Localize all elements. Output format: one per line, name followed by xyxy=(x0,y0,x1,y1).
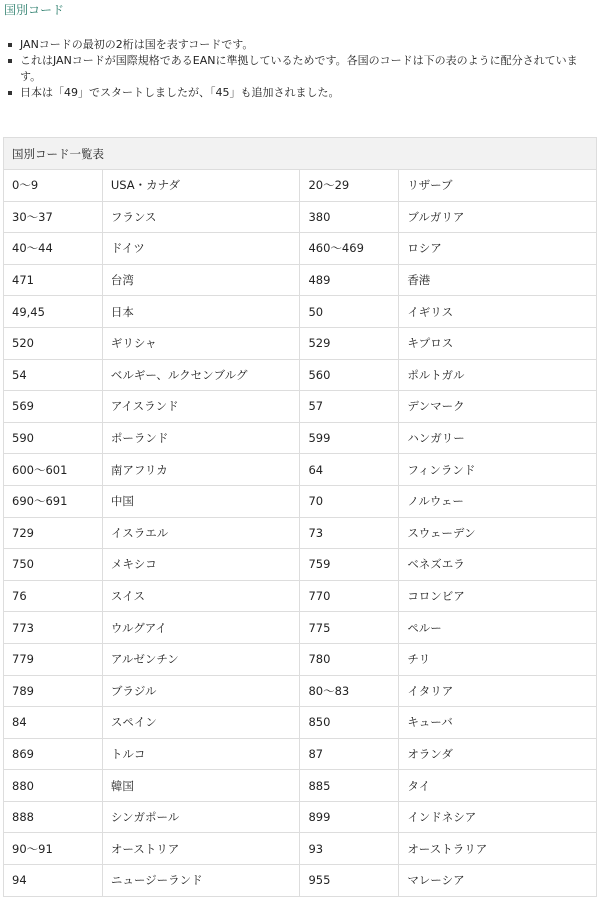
country-cell: キプロス xyxy=(399,327,597,359)
code-cell: 773 xyxy=(4,612,103,644)
table-row xyxy=(4,675,597,707)
country-cell: 日本 xyxy=(102,296,300,328)
table-row xyxy=(4,264,597,296)
country-cell: ハンガリー xyxy=(399,422,597,454)
code-cell: 460〜469 xyxy=(300,233,399,265)
code-cell: 770 xyxy=(300,580,399,612)
code-cell: 0〜9 xyxy=(4,170,103,202)
code-cell: 690〜691 xyxy=(4,485,103,517)
code-cell: 599 xyxy=(300,422,399,454)
code-cell: 40〜44 xyxy=(4,233,103,265)
table-row xyxy=(4,422,597,454)
bullet-icon xyxy=(8,59,12,63)
country-cell: ブルガリア xyxy=(399,201,597,233)
code-cell: 50 xyxy=(300,296,399,328)
code-cell: 850 xyxy=(300,707,399,739)
note-item xyxy=(0,37,600,53)
country-cell: ウルグアイ xyxy=(102,612,300,644)
code-cell: 569 xyxy=(4,391,103,423)
country-cell: トルコ xyxy=(102,738,300,770)
country-cell: オーストリア xyxy=(102,833,300,865)
table-row xyxy=(4,643,597,675)
table-row xyxy=(4,770,597,802)
code-cell: 780 xyxy=(300,643,399,675)
country-cell: ブラジル xyxy=(102,675,300,707)
code-cell: 471 xyxy=(4,264,103,296)
code-cell: 955 xyxy=(300,865,399,897)
note-text: これはJANコードが国際規格であるEANに準拠しているためです。各国のコードは下の表のように配分されています。 xyxy=(20,54,578,83)
code-cell: 73 xyxy=(300,517,399,549)
code-cell: 84 xyxy=(4,707,103,739)
code-cell: 90〜91 xyxy=(4,833,103,865)
country-cell: フィンランド xyxy=(399,454,597,486)
country-cell: デンマーク xyxy=(399,391,597,423)
code-cell: 80〜83 xyxy=(300,675,399,707)
code-cell: 885 xyxy=(300,770,399,802)
country-cell: キューバ xyxy=(399,707,597,739)
country-cell: ドイツ xyxy=(102,233,300,265)
table-row xyxy=(4,612,597,644)
code-cell: 87 xyxy=(300,738,399,770)
code-cell: 529 xyxy=(300,327,399,359)
code-cell: 489 xyxy=(300,264,399,296)
code-cell: 520 xyxy=(4,327,103,359)
country-cell: スイス xyxy=(102,580,300,612)
table-row xyxy=(4,865,597,897)
table-row xyxy=(4,391,597,423)
country-cell: 中国 xyxy=(102,485,300,517)
country-cell: イスラエル xyxy=(102,517,300,549)
note-item xyxy=(0,85,600,101)
country-cell: 韓国 xyxy=(102,770,300,802)
table-row xyxy=(4,201,597,233)
code-cell: 54 xyxy=(4,359,103,391)
country-cell: ギリシャ xyxy=(102,327,300,359)
notes-list xyxy=(0,37,600,101)
country-cell: オランダ xyxy=(399,738,597,770)
country-cell: スペイン xyxy=(102,707,300,739)
table-row xyxy=(4,833,597,865)
table-row xyxy=(4,707,597,739)
table-row xyxy=(4,580,597,612)
code-cell: 880 xyxy=(4,770,103,802)
country-cell: ロシア xyxy=(399,233,597,265)
country-cell: メキシコ xyxy=(102,549,300,581)
code-cell: 380 xyxy=(300,201,399,233)
code-cell: 750 xyxy=(4,549,103,581)
code-cell: 93 xyxy=(300,833,399,865)
code-cell: 899 xyxy=(300,801,399,833)
country-cell: インドネシア xyxy=(399,801,597,833)
note-text: 日本は「49」でスタートしましたが、「45」も追加されました。 xyxy=(20,86,340,99)
country-cell: ニュージーランド xyxy=(102,865,300,897)
code-cell: 57 xyxy=(300,391,399,423)
country-cell: 台湾 xyxy=(102,264,300,296)
table-row xyxy=(4,170,597,202)
table-body xyxy=(4,170,597,897)
code-cell: 560 xyxy=(300,359,399,391)
country-cell: タイ xyxy=(399,770,597,802)
code-cell: 590 xyxy=(4,422,103,454)
table-caption: 国別コード一覧表 xyxy=(4,138,597,170)
country-cell: ベネズエラ xyxy=(399,549,597,581)
table-row xyxy=(4,801,597,833)
country-cell: ベルギー、ルクセンブルグ xyxy=(102,359,300,391)
country-cell: スウェーデン xyxy=(399,517,597,549)
code-cell: 869 xyxy=(4,738,103,770)
country-cell: 香港 xyxy=(399,264,597,296)
note-text: JANコードの最初の2桁は国を表すコードです。 xyxy=(20,38,254,51)
country-cell: ペルー xyxy=(399,612,597,644)
table-row xyxy=(4,738,597,770)
country-cell: ポーランド xyxy=(102,422,300,454)
country-cell: ポルトガル xyxy=(399,359,597,391)
country-cell: オーストラリア xyxy=(399,833,597,865)
bullet-icon xyxy=(8,91,12,95)
table-row xyxy=(4,359,597,391)
country-cell: 南アフリカ xyxy=(102,454,300,486)
note-item xyxy=(0,53,600,85)
country-cell: イギリス xyxy=(399,296,597,328)
code-cell: 775 xyxy=(300,612,399,644)
table-row xyxy=(4,454,597,486)
country-cell: ノルウェー xyxy=(399,485,597,517)
table-row xyxy=(4,485,597,517)
code-cell: 779 xyxy=(4,643,103,675)
table-header-row xyxy=(4,138,597,170)
country-cell: マレーシア xyxy=(399,865,597,897)
table-row xyxy=(4,549,597,581)
code-cell: 888 xyxy=(4,801,103,833)
country-code-table xyxy=(3,137,597,897)
country-cell: アルゼンチン xyxy=(102,643,300,675)
code-cell: 600〜601 xyxy=(4,454,103,486)
code-cell: 49,45 xyxy=(4,296,103,328)
section-link-country-codes[interactable]: 国別コード xyxy=(4,3,65,17)
country-cell: リザーブ xyxy=(399,170,597,202)
code-cell: 789 xyxy=(4,675,103,707)
code-cell: 94 xyxy=(4,865,103,897)
country-cell: イタリア xyxy=(399,675,597,707)
code-cell: 20〜29 xyxy=(300,170,399,202)
table-row xyxy=(4,327,597,359)
code-cell: 729 xyxy=(4,517,103,549)
country-cell: フランス xyxy=(102,201,300,233)
code-cell: 76 xyxy=(4,580,103,612)
code-cell: 64 xyxy=(300,454,399,486)
country-cell: コロンビア xyxy=(399,580,597,612)
table-row xyxy=(4,296,597,328)
country-cell: シンガポール xyxy=(102,801,300,833)
country-cell: アイスランド xyxy=(102,391,300,423)
code-cell: 30〜37 xyxy=(4,201,103,233)
country-cell: USA・カナダ xyxy=(102,170,300,202)
code-cell: 759 xyxy=(300,549,399,581)
bullet-icon xyxy=(8,43,12,47)
table-row xyxy=(4,233,597,265)
table-row xyxy=(4,517,597,549)
code-cell: 70 xyxy=(300,485,399,517)
country-cell: チリ xyxy=(399,643,597,675)
